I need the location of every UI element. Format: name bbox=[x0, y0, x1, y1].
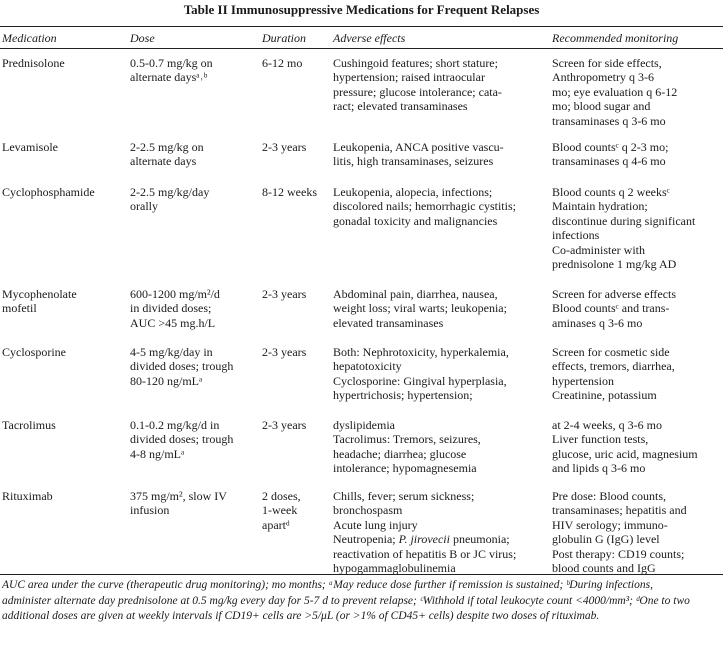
footnote-line: AUC area under the curve (therapeutic drug monitoring); mo months; ᵃMay reduce dose further if remission is sustained; ᵇDuring infections, bbox=[2, 579, 653, 591]
cell-line: glucose, uric acid, magnesium bbox=[552, 446, 698, 461]
cell-line: HIV serology; immuno- bbox=[552, 517, 668, 532]
cell-line: aminases q 3-6 mo bbox=[552, 315, 643, 330]
cell-line: intolerance; hypomagnesemia bbox=[333, 461, 477, 476]
cell-line: Cyclosporine: Gingival hyperplasia, bbox=[333, 373, 507, 388]
dose-cell bbox=[130, 345, 233, 388]
cell-line: Leukopenia, ANCA positive vascu- bbox=[333, 140, 504, 154]
duration-cell bbox=[262, 56, 302, 70]
cell-line: pressure; glucose intolerance; cata- bbox=[333, 84, 502, 99]
cell-line: Chills, fever; serum sickness; bbox=[333, 489, 475, 503]
cell-line: Cyclophosphamide bbox=[2, 185, 95, 199]
footnote-line: administer alternate day prednisolone at 0.5 mg/kg every day for 5-7 d to prevent relapse; ᶜWithhold if total leukocyte count <4000/mm³; ᵈOne to two bbox=[2, 594, 690, 607]
monitoring-cell bbox=[552, 287, 676, 330]
table-title: Table II Immunosuppressive Medications for Frequent Relapses bbox=[183, 2, 540, 17]
adverse-effects-cell bbox=[333, 140, 504, 169]
cell-line: AUC >45 mg.h/L bbox=[130, 315, 216, 330]
cell-line: infections bbox=[552, 228, 600, 243]
cell-line: Rituximab bbox=[2, 489, 53, 503]
cell-line: Tacrolimus: Tremors, seizures, bbox=[333, 432, 481, 447]
cell-line: hypertension bbox=[552, 373, 614, 388]
cell-line: weight loss; viral warts; leukopenia; bbox=[333, 301, 507, 316]
header-rule bbox=[0, 48, 723, 49]
cell-line: Screen for adverse effects bbox=[552, 287, 677, 301]
col-header-duration: Duration bbox=[262, 31, 307, 45]
dose-cell bbox=[130, 287, 220, 330]
cell-line: transaminases q 3-6 mo bbox=[552, 113, 666, 128]
medication-cell bbox=[2, 185, 95, 199]
cell-line: divided doses; trough bbox=[130, 359, 234, 374]
table-footnote bbox=[2, 578, 719, 625]
cell-line: 2-2.5 mg/kg/day bbox=[130, 185, 210, 199]
duration-cell bbox=[262, 345, 306, 359]
medication-cell bbox=[2, 418, 56, 432]
cell-line: hypogammaglobulinemia bbox=[333, 560, 456, 575]
medication-cell bbox=[2, 140, 58, 154]
medication-cell bbox=[2, 287, 77, 316]
adverse-effects-cell bbox=[333, 287, 507, 330]
cell-line: infusion bbox=[130, 503, 170, 518]
cell-line: 600-1200 mg/m²/d bbox=[130, 287, 220, 301]
monitoring-cell bbox=[552, 345, 675, 403]
cell-line: and lipids q 3-6 mo bbox=[552, 461, 646, 476]
adverse-effects-cell bbox=[333, 345, 509, 403]
cell-line: prednisolone 1 mg/kg AD bbox=[552, 256, 677, 271]
cell-line: Blood counts q 2 weeksᶜ bbox=[552, 185, 670, 199]
cell-line: Acute lung injury bbox=[333, 517, 418, 532]
dose-cell bbox=[130, 56, 213, 85]
duration-cell bbox=[262, 489, 301, 532]
cell-line: Abdominal pain, diarrhea, nausea, bbox=[333, 287, 498, 301]
cell-line: Screen for cosmetic side bbox=[552, 345, 670, 359]
cell-line: Anthropometry q 3-6 bbox=[552, 70, 654, 85]
cell-line: gonadal toxicity and malignancies bbox=[333, 213, 498, 228]
cell-line: Mycophenolate bbox=[2, 287, 77, 301]
cell-line: discontinue during significant bbox=[552, 213, 696, 228]
col-header-adverse-effects: Adverse effects bbox=[333, 31, 406, 45]
cell-line: Both: Nephrotoxicity, hyperkalemia, bbox=[333, 345, 509, 359]
cell-line: mo; eye evaluation q 6-12 bbox=[552, 84, 678, 99]
footnote-line: additional doses are given at weekly intervals if CD19+ cells are >5/μL (or >1% of CD45+ cells) despite two doses of rituximab. bbox=[2, 610, 600, 622]
cell-line: litis, high transaminases, seizures bbox=[333, 154, 494, 169]
cell-line: 80-120 ng/mLᵃ bbox=[130, 373, 203, 388]
cell-line: transaminases; hepatitis and bbox=[552, 503, 687, 518]
medication-cell bbox=[2, 56, 65, 70]
cell-line: Neutropenia; P. jirovecii pneumonia; bbox=[333, 532, 510, 547]
cell-line: discolored nails; hemorrhagic cystitis; bbox=[333, 199, 516, 214]
cell-line: dyslipidemia bbox=[333, 418, 395, 432]
cell-line: Creatinine, potassium bbox=[552, 388, 657, 403]
cell-line: alternate days bbox=[130, 154, 197, 169]
adverse-effects-cell bbox=[333, 185, 516, 228]
dose-cell bbox=[130, 489, 227, 518]
cell-line: Maintain hydration; bbox=[552, 199, 648, 214]
cell-line: 4-8 ng/mLᵃ bbox=[130, 446, 185, 461]
duration-cell bbox=[262, 287, 306, 301]
cell-line: Prednisolone bbox=[2, 56, 65, 70]
cell-line: at 2-4 weeks, q 3-6 mo bbox=[552, 418, 662, 432]
cell-line: 1-week bbox=[262, 503, 298, 518]
cell-line: 2-2.5 mg/kg on bbox=[130, 140, 204, 154]
adverse-effects-cell bbox=[333, 418, 481, 476]
cell-line: Pre dose: Blood counts, bbox=[552, 489, 666, 503]
col-header-medication: Medication bbox=[2, 31, 57, 45]
cell-line: 4-5 mg/kg/day in bbox=[130, 345, 213, 359]
dose-cell bbox=[130, 140, 204, 169]
col-header-monitoring: Recommended monitoring bbox=[552, 31, 679, 45]
cell-line: 2-3 years bbox=[262, 287, 307, 301]
cell-line: Tacrolimus bbox=[2, 418, 56, 432]
cell-line: headache; diarrhea; glucose bbox=[333, 446, 467, 461]
cell-line: Post therapy: CD19 counts; bbox=[552, 546, 685, 561]
cell-line: mo; blood sugar and bbox=[552, 99, 651, 114]
cell-line: 2-3 years bbox=[262, 418, 307, 432]
cell-line: hepatotoxicity bbox=[333, 359, 402, 374]
cell-line: hypertrichosis; hypertension; bbox=[333, 388, 473, 403]
dose-cell bbox=[130, 418, 233, 461]
monitoring-cell bbox=[552, 185, 695, 271]
cell-line: effects, tremors, diarrhea, bbox=[552, 359, 675, 374]
cell-line: apartᵈ bbox=[262, 517, 290, 532]
adverse-effects-cell bbox=[333, 56, 502, 114]
cell-line: 0.5-0.7 mg/kg on bbox=[130, 56, 213, 70]
duration-cell bbox=[262, 418, 306, 432]
cell-line: 2-3 years bbox=[262, 140, 307, 154]
monitoring-cell bbox=[552, 140, 668, 169]
medication-cell bbox=[2, 345, 66, 359]
cell-line: elevated transaminases bbox=[333, 315, 444, 330]
cell-line: globulin G (IgG) level bbox=[552, 532, 660, 547]
cell-line: in divided doses; bbox=[130, 301, 212, 316]
cell-line: Cyclosporine bbox=[2, 345, 66, 359]
cell-line: ract; elevated transaminases bbox=[333, 99, 468, 114]
cell-line: 375 mg/m², slow IV bbox=[130, 489, 227, 503]
cell-line: bronchospasm bbox=[333, 503, 403, 518]
adverse-effects-cell bbox=[333, 489, 516, 575]
cell-line: Blood countsᶜ q 2-3 mo; bbox=[552, 140, 669, 154]
cell-line: orally bbox=[130, 199, 158, 214]
cell-line: Blood countsᶜ and trans- bbox=[552, 301, 670, 316]
cell-line: Liver function tests, bbox=[552, 432, 649, 447]
duration-cell bbox=[262, 140, 306, 154]
cell-line: blood counts and IgG bbox=[552, 560, 656, 575]
cell-line: divided doses; trough bbox=[130, 432, 234, 447]
cell-line: reactivation of hepatitis B or JC virus; bbox=[333, 546, 517, 561]
medication-cell bbox=[2, 489, 53, 503]
cell-line: alternate daysᵃ˒ᵇ bbox=[130, 70, 208, 85]
cell-line: Screen for side effects, bbox=[552, 56, 662, 70]
dose-cell bbox=[130, 185, 209, 214]
cell-line: hypertension; raised intraocular bbox=[333, 70, 485, 85]
monitoring-cell bbox=[552, 418, 698, 476]
cell-line: 0.1-0.2 mg/kg/d in bbox=[130, 418, 220, 432]
bottom-rule bbox=[0, 574, 723, 575]
monitoring-cell bbox=[552, 56, 677, 128]
col-header-dose: Dose bbox=[130, 31, 155, 45]
cell-line: Levamisole bbox=[2, 140, 58, 154]
cell-line: Cushingoid features; short stature; bbox=[333, 56, 498, 70]
cell-line: Co-administer with bbox=[552, 242, 645, 257]
monitoring-cell bbox=[552, 489, 687, 575]
duration-cell bbox=[262, 185, 317, 199]
top-rule bbox=[0, 26, 723, 27]
cell-line: 8-12 weeks bbox=[262, 185, 317, 199]
cell-line: transaminases q 4-6 mo bbox=[552, 154, 666, 169]
cell-line: 6-12 mo bbox=[262, 56, 303, 70]
cell-line: mofetil bbox=[2, 301, 37, 316]
cell-line: 2 doses, bbox=[262, 489, 301, 503]
cell-line: 2-3 years bbox=[262, 345, 307, 359]
cell-line: Leukopenia, alopecia, infections; bbox=[333, 185, 493, 199]
